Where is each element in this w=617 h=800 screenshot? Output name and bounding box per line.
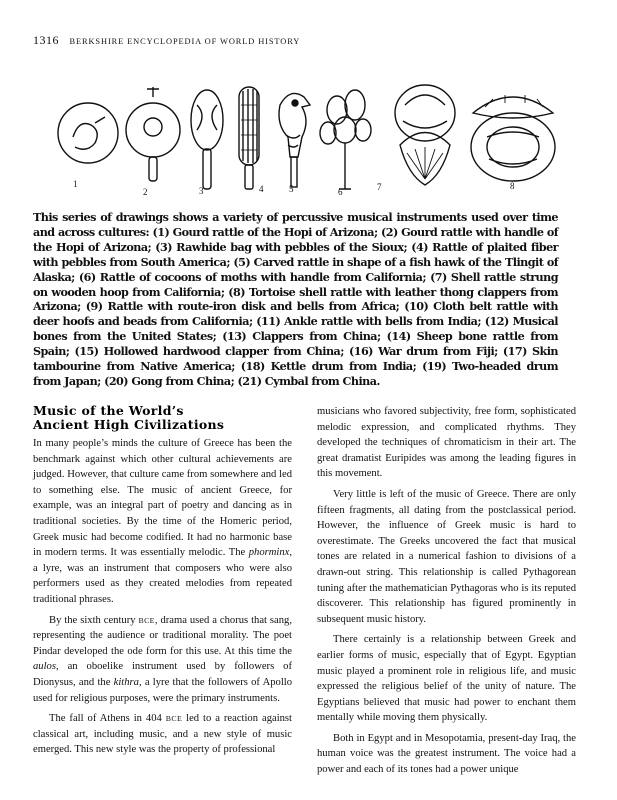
figure-label: 1	[73, 179, 78, 189]
figure-label: 7	[377, 182, 382, 192]
term: aulos	[33, 661, 56, 673]
figure-label: 4	[259, 184, 264, 194]
tortoise-rattle-drawing	[471, 95, 555, 181]
section-heading-line: Ancient High Civilizations	[33, 417, 225, 432]
figure-label: 3	[199, 186, 204, 196]
left-column	[33, 404, 292, 758]
gourd-rattle-handle-drawing	[126, 87, 180, 181]
figure-label: 6	[338, 187, 343, 197]
plaited-rattle-drawing	[239, 87, 259, 189]
cocoon-rattle-drawing	[320, 90, 371, 189]
body-paragraph: By the sixth century BCE, drama used a chorus that sang, representing the audience or traditional morality. The poet Pindar developed the ode form for this use. At this time the aulos, an oboelike instrument used by followers of Dionysus, and the kithra, a lyre that the followers of Apollo used for religious purposes, were the primary instruments.	[33, 614, 293, 704]
body-paragraph: There certainly is a relationship between Greek and earlier forms of music, especially that of Egypt. Egyptian music played a prominent role in religious life, and music expressed the religious belief of the unity of nature. The Egyptians believed that music had power to enchant them mentally while moving them physically.	[317, 634, 576, 724]
figure-caption: This series of drawings shows a variety of percussive musical instruments used over time and across cultures: (1) Gourd rattle of the Hopi of Arizona; (2) Gourd rattle with handle of the Hopi of Arizona; (3) Rawhide bag with pebbles of the Sioux; (4) Rattle of plaited fiber with pebbles from South America; (5) Carved rattle in shape of a fish hawk of the Tlingit of Alaska; (6) Rattle of cocoons of moths with handle from California; (7) Shell rattle strung on wooden hoop from California; (8) Tortoise shell rattle with leather thong clappers from Arizona; (9) Rattle with route-iron disk and bells from Africa; (10) Cloth belt rattle with deer hoofs and beads from California; (11) Ankle rattle with bells from India; (12) Musical bones from the United States; (13) Clappers from China; (14) Sheep bone rattle from Spain; (15) Hollowed hardwood clapper from China; (16) War drum from Fiji; (17) Skin tambourine from Native America; (18) Kettle drum from India; (19) Two-headed drum from Japan; (20) Gong from China; (21) Cymbal from China.	[33, 210, 558, 388]
term: phorminx	[248, 547, 290, 559]
figure-label: 5	[289, 184, 294, 194]
era-abbr: BCE	[165, 714, 183, 724]
section-heading	[33, 404, 292, 432]
rawhide-bag-drawing	[191, 90, 223, 189]
fish-hawk-rattle-drawing	[279, 93, 310, 187]
era-abbr: BCE	[138, 615, 155, 625]
gourd-rattle-drawing	[58, 103, 118, 163]
percussion-instruments-illustration	[55, 75, 565, 200]
shell-rattle-drawing	[395, 85, 455, 185]
running-title: BERKSHIRE ENCYCLOPEDIA OF WORLD HISTORY	[69, 37, 301, 46]
term: kithra	[113, 676, 139, 688]
running-header	[33, 33, 593, 49]
right-column	[317, 404, 576, 778]
body-paragraph: Both in Egypt and in Mesopotamia, present-day Iraq, the human voice was the greatest instrument. The voice had a power and each of its tones had a power unique	[317, 732, 576, 776]
section-heading-line: Music of the World’s	[33, 403, 184, 418]
body-paragraph: musicians who favored subjectivity, free form, sophisticated melodic expression, and complicated rhythms. They developed the techniques of chromaticism in their art. The great dramatist Euripides was among the leading figures in this movement.	[317, 406, 576, 480]
page-number: 1316	[33, 33, 59, 47]
body-paragraph: The fall of Athens in 404 BCE led to a reaction against classical art, including music, and a new style of music emerged. This new style was the property of professional	[33, 713, 292, 756]
figure-label: 2	[143, 187, 148, 197]
figure-label: 8	[510, 181, 515, 191]
body-paragraph: In many people’s minds the culture of Greece has been the benchmark against which other cultural achievements are judged. However, that culture came from somewhere and led to something else. The music of ancient Greece, for example, was an integral part of poetry and dancing as in traditional societies. By the time of the Homeric period, Greek music had become codified. It had no harmonic base in modern terms. It was essentially melodic. The phorminx, a lyre, was an instrument that composers who were also performers used as they created melodies from repeated traditional phrases.	[33, 438, 292, 605]
body-paragraph: Very little is left of the music of Greece. There are only fifteen fragments, all dating from the postclassical period. However, the influence of Greek music is hard to overestimate. The Greeks uncovered the fact that musical tones are related in a numerical fashion to divisions of a drawn-out string. This relationship is called Pythagorean tuning after the mathematician Pythagoras who is its reputed discoverer. This relationship has figured prominently in subsequent music history.	[317, 488, 576, 625]
